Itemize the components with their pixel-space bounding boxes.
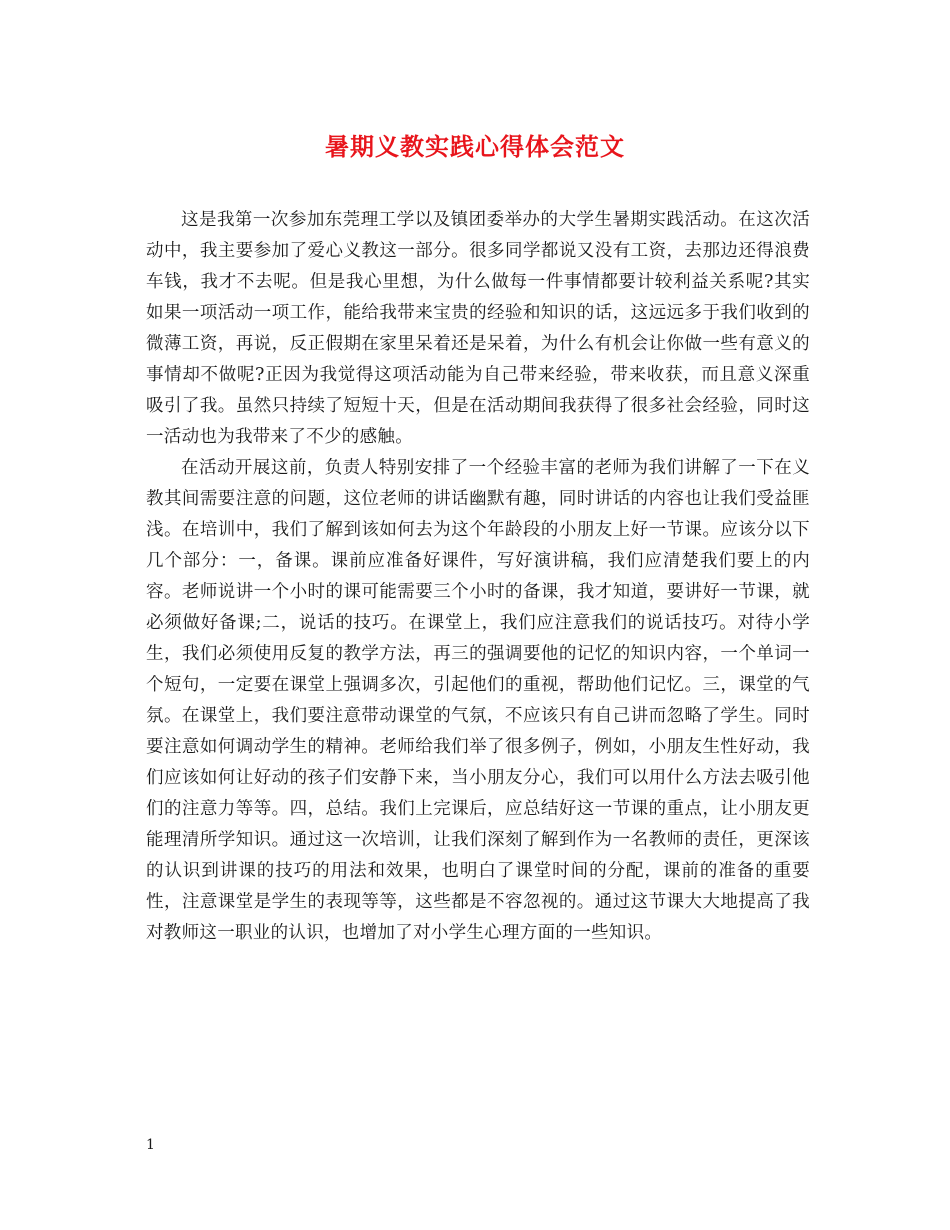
paragraph-1: 这是我第一次参加东莞理工学以及镇团委举办的大学生暑期实践活动。在这次活动中，我主要参加了爱心义教这一部分。很多同学都说又没有工资，去那边还得浪费车钱，我才不去呢。但是我心里想，为什么做每一件事情都要计较利益关系呢?其实如果一项活动一项工作，能给我带来宝贵的经验和知识的话，这远远多于我们收到的微薄工资，再说，反正假期在家里呆着还是呆着，为什么有机会让你做一些有意义的事情却不做呢?正因为我觉得这项活动能为自己带来经验，带来收获，而且意义深重吸引了我。虽然只持续了短短十天，但是在活动期间我获得了很多社会经验，同时这一活动也为我带来了不少的感触。 — [146, 210, 810, 447]
document-body — [146, 205, 810, 949]
paragraph-2: 在活动开展这前，负责人特别安排了一个经验丰富的老师为我们讲解了一下在义教其间需要注意的问题，这位老师的讲话幽默有趣，同时讲话的内容也让我们受益匪浅。在培训中，我们了解到该如何去为这个年龄段的小朋友上好一节课。应该分以下几个部分：一，备课。课前应准备好课件，写好演讲稿，我们应清楚我们要上的内容。老师说讲一个小时的课可能需要三个小时的备课，我才知道，要讲好一节课，就必须做好备课;二，说话的技巧。在课堂上，我们应注意我们的说话技巧。对待小学生，我们必须使用反复的教学方法，再三的强调要他的记忆的知识内容，一个单词一个短句，一定要在课堂上强调多次，引起他们的重视，帮助他们记忆。三，课堂的气氛。在课堂上，我们要注意带动课堂的气氛，不应该只有自己讲而忽略了学生。同时要注意如何调动学生的精神。老师给我们举了很多例子，例如，小朋友生性好动，我们应该如何让好动的孩子们安静下来，当小朋友分心，我们可以用什么方法去吸引他们的注意力等等。四，总结。我们上完课后，应总结好这一节课的重点，让小朋友更能理清所学知识。通过这一次培训，让我们深刻了解到作为一名教师的责任，更深该的认识到讲课的技巧的用法和效果，也明白了课堂时间的分配，课前的准备的重要性，注意课堂是学生的表现等等，这些都是不容忽视的。通过这节课大大地提高了我对教师这一职业的认识，也增加了对小学生心理方面的一些知识。 — [146, 458, 810, 943]
document-title: 暑期义教实践心得体会范文 — [325, 132, 625, 161]
page-number: 1 — [146, 1137, 155, 1153]
